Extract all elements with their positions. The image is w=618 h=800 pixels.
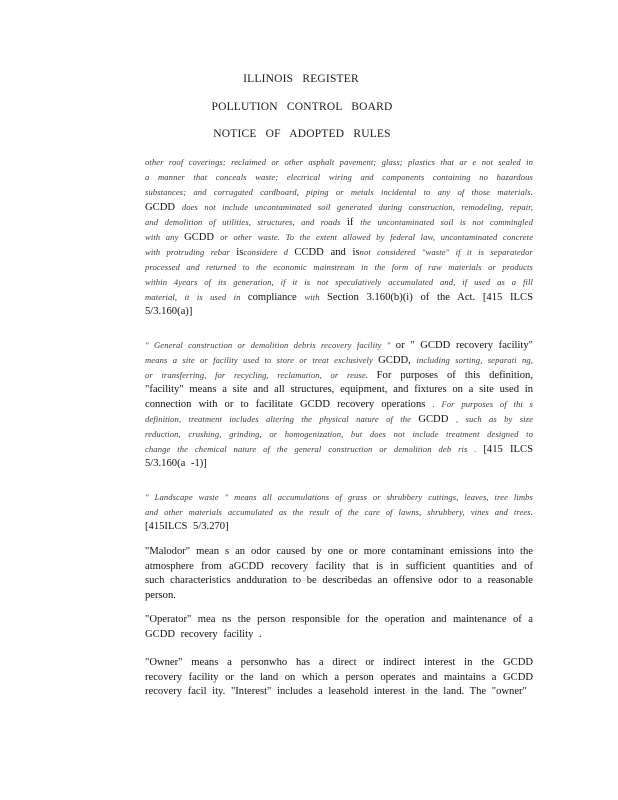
text-run: including sorting, separati ng, or transferring, for recycling, reclamation, or reuse. xyxy=(145,355,533,380)
text-run: For purposes of this definition, "facility" means a site and all structures, equipment, and fixtures on a site used in connection with or to facilitate GCDD recovery operations xyxy=(145,370,533,410)
text-run: GCDD xyxy=(184,232,221,243)
definition-paragraph-owner xyxy=(145,656,533,700)
text-run: "Operator" mea ns the person responsible for the operation and maintenance of a GCDD recovery facility . xyxy=(145,614,533,640)
definition-paragraph-gcdd-materials xyxy=(145,155,533,319)
text-run: means a site or facility used to store or treat exclusively xyxy=(145,355,379,365)
text-run: or " GCDD recovery facility" xyxy=(395,340,533,351)
text-run: " Landscape waste " means all accumulations of grass or shrubbery cuttings, leaves, tree limbs and other materials accumulated as the result of the care of lawns, shrubbery, vines and trees. xyxy=(145,492,533,517)
text-run: GCDD xyxy=(418,414,457,425)
text-run: . For purposes of thi s definition, treatment includes altering the physical nature of the xyxy=(145,399,533,424)
text-run: does not include uncontaminated soil generated during construction, remodeling, repair, and demolition of utilities, structures, and roads xyxy=(145,202,533,227)
text-run: [415ILCS 5/3.270] xyxy=(145,521,229,532)
text-run: compliance xyxy=(247,292,305,303)
text-run: CCDD and is xyxy=(294,247,360,258)
definition-paragraph-malodor xyxy=(145,545,533,603)
text-run: " General construction or demolition debris recovery facility " xyxy=(145,340,396,350)
text-run: "Owner" means a personwho has a direct or indirect interest in the GCDD recovery facility or the land on which a person operates and maintains a GCDD recovery facil ity. "Interest" includes a leasehold interest in the land. The "owner" xyxy=(145,657,533,698)
text-run: not considered "waste" if it is separatedor processed and returned to the economic mainstream in the form of raw materials or products within 4years of its generation, if it is not speculatively accumulated and, if used as a fill material, it is used in xyxy=(145,247,533,302)
text-run: the uncontaminated soil is not commingled with any xyxy=(145,217,533,242)
text-run: Section 3.160(b)(i) of the Act. [415 ILCS 5/3.160(a)] xyxy=(145,292,533,317)
text-run: , such as by size reduction, crushing, grinding, or homogenization, but does not include treatment designed to change the chemical nature of the general construction or demolition deb ris . xyxy=(145,414,533,454)
text-run: or other waste. To the extent allowed by federal law, uncontaminated concrete with protruding rebar xyxy=(145,232,533,257)
text-run: is xyxy=(236,247,244,258)
text-run: GCDD xyxy=(145,202,182,213)
text-run: [415 ILCS 5/3.160(a -1)] xyxy=(145,444,533,469)
notice-title: NOTICE OF ADOPTED RULES xyxy=(213,128,391,140)
board-title: POLLUTION CONTROL BOARD xyxy=(211,101,393,113)
definition-paragraph-operator xyxy=(145,613,533,642)
register-title: ILLINOIS REGISTER xyxy=(243,73,359,85)
text-run: considere d xyxy=(243,247,295,257)
text-run: other roof coverings; reclaimed or other asphalt pavement; glass; plastics that ar e not sealed in a manner that conceals waste; electrical wiring and components containing no hazardous substances; and corrugated cardboard, piping or metals incidental to any of those materials. xyxy=(145,157,533,197)
text-run: if xyxy=(346,217,361,228)
definition-paragraph-landscape-waste xyxy=(145,490,533,534)
text-run: with xyxy=(304,292,328,302)
text-run: GCDD, xyxy=(378,355,417,366)
text-run: "Malodor" mean s an odor caused by one or more contaminant emissions into the atmosphere from aGCDD recovery facility that is in sufficient quantities and of such characteristics andduration to be describedas an offensive odor to a reasonable person. xyxy=(145,546,533,601)
definition-paragraph-gcdd-recovery-facility xyxy=(145,338,533,471)
